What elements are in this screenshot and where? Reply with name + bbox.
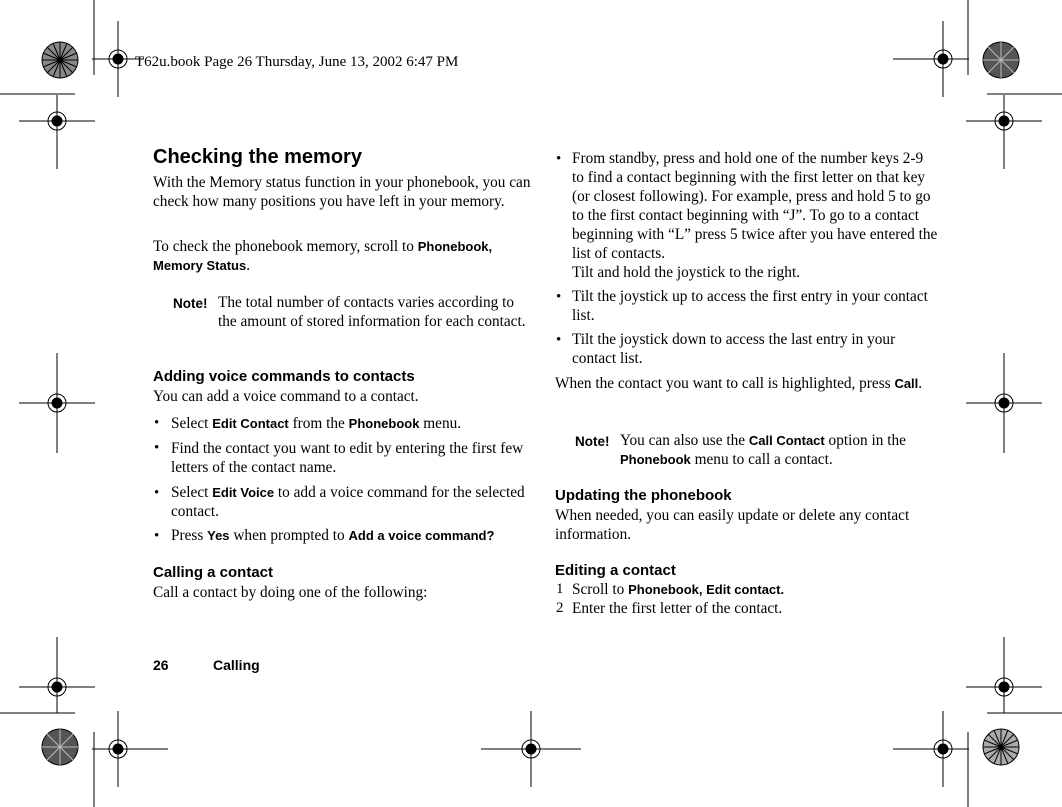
intro-paragraph: With the Memory status function in your phonebook, you can check how many positions you have left in your memory. bbox=[153, 174, 531, 210]
updating-heading: Updating the phonebook bbox=[555, 487, 732, 504]
section-title: Checking the memory bbox=[153, 146, 362, 168]
calling-intro: Call a contact by doing one of the following: bbox=[153, 584, 428, 601]
list-item: Select Edit Voice to add a voice command for the selected contact. bbox=[171, 484, 525, 520]
bullet: • bbox=[154, 485, 160, 501]
when-paragraph: When the contact you want to call is highlighted, press Call. bbox=[555, 375, 923, 392]
check-memory-paragraph: To check the phonebook memory, scroll to Phonebook, Memory Status. bbox=[153, 238, 493, 274]
editing-heading: Editing a contact bbox=[555, 562, 676, 579]
updating-text: When needed, you can easily update or delete any contact information. bbox=[555, 507, 910, 543]
print-header: T62u.book Page 26 Thursday, June 13, 2002 6:47 PM bbox=[135, 54, 459, 70]
step-number: 1 bbox=[556, 581, 564, 597]
section-name: Calling bbox=[213, 657, 260, 673]
note-label: Note! bbox=[575, 434, 610, 449]
note-label: Note! bbox=[173, 296, 208, 311]
voice-commands-heading: Adding voice commands to contacts bbox=[153, 368, 415, 385]
menu-path: Phonebook, Memory Status bbox=[153, 239, 493, 273]
step-text: Scroll to Phonebook, Edit contact. bbox=[572, 581, 785, 598]
list-item: From standby, press and hold one of the number keys 2-9 to find a contact beginning with the first letter on that key (or closest following). For example, press and hold 5 to go to the first contact beginning with “J”. To go to a contact beginning with “L” press 5 twice after you have entered the list of contacts. Tilt and hold the joystick to the right. bbox=[572, 150, 938, 281]
calling-contact-heading: Calling a contact bbox=[153, 564, 274, 581]
list-item: Find the contact you want to edit by entering the first few letters of the contact name. bbox=[171, 440, 524, 476]
step-text: Enter the first letter of the contact. bbox=[572, 600, 783, 617]
list-item: Press Yes when prompted to Add a voice command? bbox=[171, 527, 495, 544]
bullet: • bbox=[154, 528, 160, 544]
bullet: • bbox=[556, 289, 562, 305]
bullet: • bbox=[556, 332, 562, 348]
bullet: • bbox=[154, 415, 160, 431]
voice-intro: You can add a voice command to a contact. bbox=[153, 388, 419, 405]
page-number: 26 bbox=[153, 657, 169, 673]
bullet: • bbox=[154, 440, 160, 456]
list-item: Select Edit Contact from the Phonebook menu. bbox=[171, 415, 462, 432]
list-item: Tilt the joystick up to access the first entry in your contact list. bbox=[572, 288, 928, 324]
note-text: The total number of contacts varies according to the amount of stored information for each contact. bbox=[218, 294, 526, 330]
bullet: • bbox=[556, 151, 562, 167]
note-text: You can also use the Call Contact option in the Phonebook menu to call a contact. bbox=[620, 432, 906, 468]
list-item: Tilt the joystick down to access the last entry in your contact list. bbox=[572, 331, 896, 367]
step-number: 2 bbox=[556, 600, 564, 616]
